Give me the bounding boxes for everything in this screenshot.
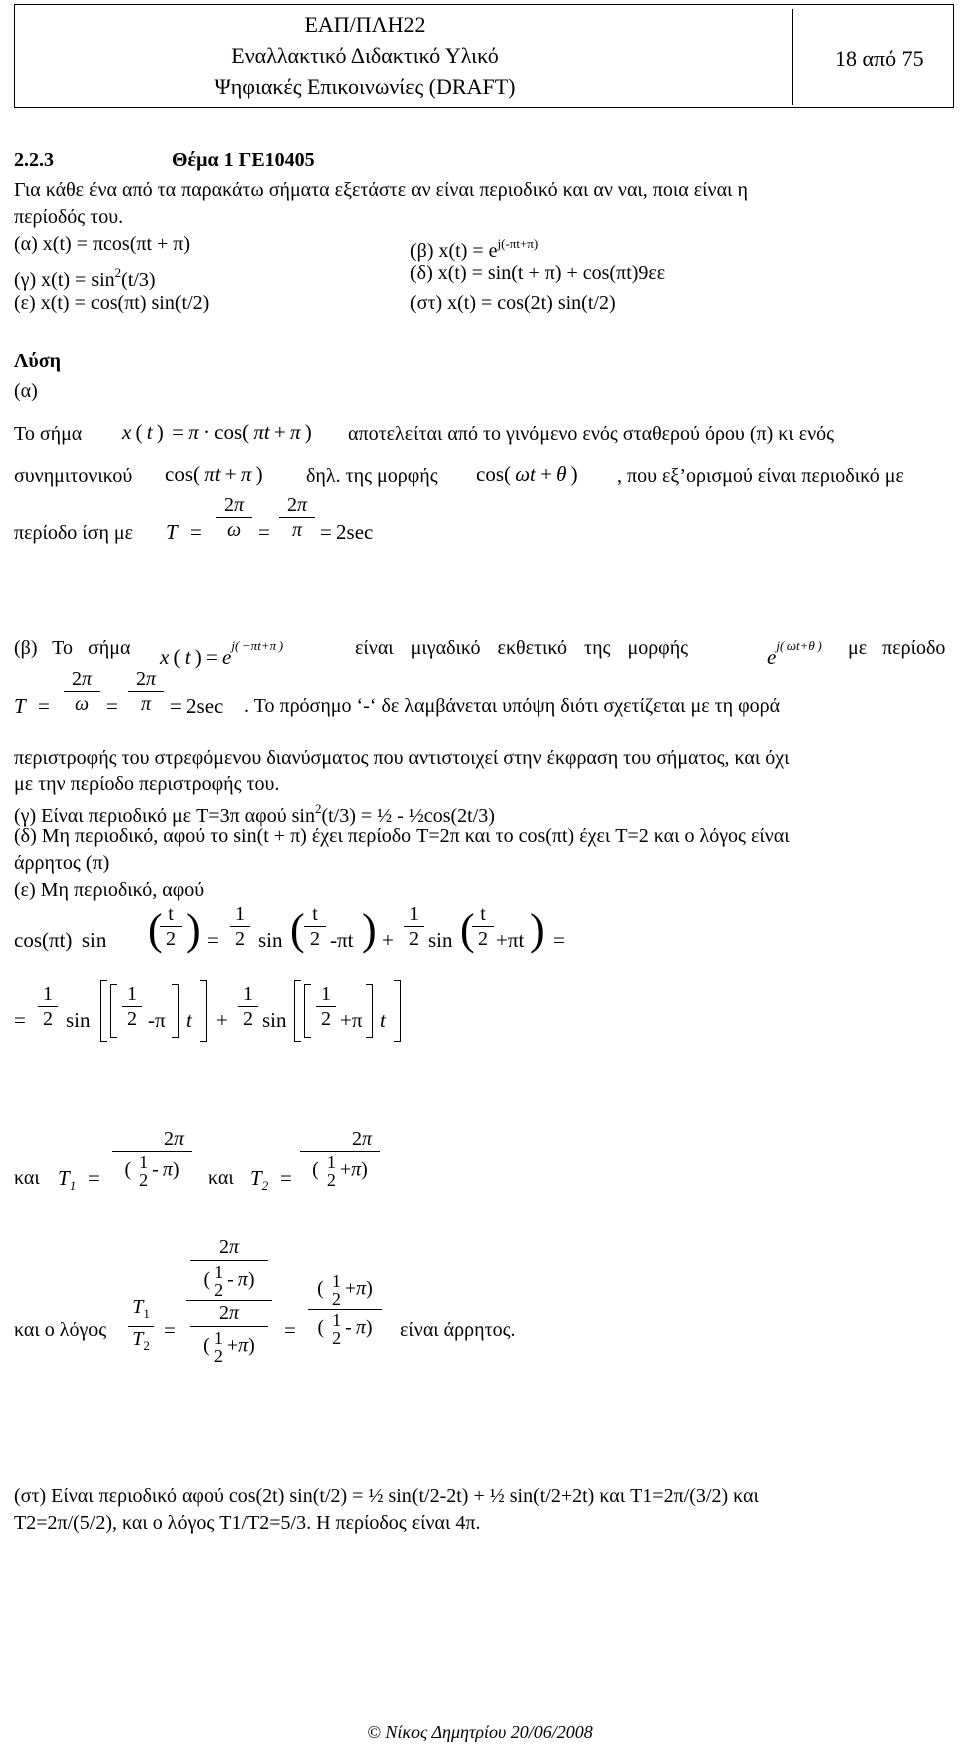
paren-right: )	[530, 905, 545, 954]
fraction-2pi-omega: 2π ω	[216, 494, 252, 541]
T1-label: $T_1$	[58, 1166, 77, 1193]
t-var: t	[380, 1008, 386, 1032]
page-number: 18 από 75	[835, 46, 924, 71]
fraction-1-2: 1 2	[38, 983, 58, 1030]
sin-label: sin	[258, 928, 283, 952]
solution-c-rest: (t/3) = ½ - ½cos(2t/3)	[321, 805, 495, 827]
plus-sign: +	[216, 1008, 228, 1032]
kai-logos-label: και ο λόγος	[14, 1319, 107, 1341]
equals-sign: =	[553, 928, 565, 952]
kai-label-2: και	[208, 1167, 234, 1189]
signal-b-base: (β) x(t) = e	[410, 240, 498, 262]
bracket-right	[394, 980, 401, 1042]
solution-c-text: (γ) Είναι περιοδικό με T=3π αφού sin	[14, 805, 315, 827]
page-header	[14, 4, 954, 108]
signal-c-power: 2	[114, 265, 122, 280]
fraction-T2: 2π ( 1 2 +π)	[300, 1128, 380, 1189]
fraction-t-2: t 2	[472, 903, 494, 950]
paren-left: (	[290, 905, 305, 954]
bracket-right-inner	[172, 984, 179, 1038]
solution-a-line2-mid: δηλ. της μορφής	[306, 465, 438, 487]
solution-b-line2: . Το πρόσημο ‘-‘ δε λαμβάνεται υπόψη διότι σχετίζεται με τη φορά	[244, 695, 781, 717]
signal-a: (α) x(t) = πcos(πt + π)	[14, 233, 191, 255]
fraction-1-2: 1 2	[316, 983, 336, 1030]
paren-left: (	[148, 905, 163, 954]
minus-pi: -π	[148, 1008, 166, 1032]
minus-pi-t: -πt	[330, 928, 354, 952]
fraction-T1-T2: $T_1$ $T_2$	[128, 1296, 154, 1357]
bracket-left-inner	[110, 984, 117, 1038]
signal-b	[410, 232, 538, 263]
bracket-right-inner	[366, 984, 373, 1038]
page-footer: © Νίκος Δημητρίου 20/06/2008	[367, 1722, 593, 1742]
fraction-2pi-pi: 2π π	[279, 494, 315, 541]
header-divider	[792, 9, 794, 105]
solution-b-line4: με την περίοδο περιστροφής του.	[14, 773, 280, 795]
formula-cos-pit: cos(πt) sin	[14, 928, 107, 952]
solution-b-line3: περιστροφής του στρεφόμενου διανύσματος που αντιστοιχεί στην έκφραση του σήματος, και όχι	[14, 747, 790, 769]
period-result: = 2sec	[320, 520, 374, 544]
plus-pi-t: +πt	[496, 928, 525, 952]
sin-label: sin	[262, 1008, 287, 1032]
arritos-label: είναι άρρητος.	[400, 1319, 516, 1341]
solution-a-line3-pre: περίοδο ίση με	[14, 522, 134, 544]
formula-T: T	[166, 520, 178, 544]
equals-sign: =	[190, 520, 202, 544]
header-titles	[15, 9, 715, 102]
solution-b-mid: είναι μιγαδικό εκθετικό της μορφής	[355, 637, 689, 659]
solution-b-pre: (β) Το σήμα	[14, 637, 131, 659]
section-title: Θέμα 1 ΓΕ10405	[172, 149, 315, 171]
fraction-2pi-omega-b: 2π ω	[64, 668, 100, 715]
solution-d-line1: (δ) Μη περιοδικό, αφού το sin(t + π) έχει περίοδο T=2π και το cos(πt) έχει T=2 και ο λόγος είναι	[14, 825, 790, 847]
sin-label: sin	[428, 928, 453, 952]
formula-x-equals-pi-cos: x ( t ) = π · cos( πt + π )	[122, 420, 312, 444]
equals-sign: =	[207, 928, 219, 952]
signal-d: (δ) x(t) = sin(t + π) + cos(πt)9εε	[410, 262, 666, 284]
formula-x-equals-exp: x ( t ) = $e^{j( -\pi t+\pi )}$	[160, 638, 284, 669]
fraction-1-2: 1 2	[238, 983, 258, 1030]
equals-sign: =	[284, 1318, 296, 1342]
T2-label: $T_2$	[250, 1166, 269, 1193]
fraction-1-2: 1 2	[404, 903, 424, 950]
formula-exp-form: $e^{j( \omega t+\theta )}$	[767, 638, 822, 669]
fraction-t-2: t 2	[160, 903, 182, 950]
solution-heading: Λύση	[14, 350, 61, 372]
solution-a-line2-pre: συνημιτονικού	[14, 465, 133, 487]
paren-right: )	[362, 905, 377, 954]
signal-c-base: (γ) x(t) = sin	[14, 269, 115, 291]
signal-c-arg: (t/3)	[121, 269, 156, 291]
period-result-b: = 2sec	[170, 694, 224, 718]
formula-T-b: T	[14, 694, 26, 718]
equals-sign: =	[38, 694, 50, 718]
equals-sign: =	[88, 1166, 100, 1190]
solution-a-line2-post: , που εξ’ορισμού είναι περιοδικό με	[617, 465, 904, 487]
solution-st-line1: (στ) Είναι περιοδικό αφού cos(2t) sin(t/2) = ½ sin(t/2-2t) + ½ sin(t/2+2t) και T1=2π/(3/2) και	[14, 1485, 759, 1507]
solution-a-label: (α)	[14, 380, 38, 402]
solution-d-line2: άρρητος (π)	[14, 852, 110, 874]
solution-e-line: (ε) Μη περιοδικό, αφού	[14, 879, 205, 901]
course-code: ΕΑΠ/ΠΛΗ22	[304, 12, 426, 37]
solution-b-post: με περίοδο	[848, 637, 946, 659]
signal-c	[14, 261, 156, 292]
section-number: 2.2.3	[14, 149, 54, 171]
solution-st-line2: T2=2π/(5/2), και ο λόγος T1/T2=5/3. Η περίοδος είναι 4π.	[14, 1512, 481, 1534]
sin-label: sin	[66, 1008, 91, 1032]
paren-left: (	[460, 905, 475, 954]
material-subtitle: Εναλλακτικό Διδακτικό Υλικό	[231, 43, 499, 68]
plus-sign: +	[382, 928, 394, 952]
bracket-left	[294, 980, 301, 1042]
kai-label: και	[14, 1167, 40, 1189]
solution-a-line1-pre: Το σήμα	[14, 423, 83, 445]
fraction-t-2: t 2	[304, 903, 326, 950]
formula-cos-omega-t: cos( ωt + θ )	[476, 462, 578, 486]
bracket-left	[100, 980, 107, 1042]
equals-sign: =	[280, 1166, 292, 1190]
signal-e: (ε) x(t) = cos(πt) sin(t/2)	[14, 292, 210, 314]
book-title: Ψηφιακές Επικοινωνίες (DRAFT)	[214, 74, 516, 99]
fraction-1-2: 1 2	[230, 903, 250, 950]
compound-fraction: 2π ( 1 2 - π) 2π ( 1 2 +π)	[186, 1236, 272, 1365]
plus-pi: +π	[340, 1008, 363, 1032]
equals-sign: =	[258, 520, 270, 544]
fraction-2pi-pi-b: 2π π	[128, 668, 164, 715]
bracket-left-inner	[304, 984, 311, 1038]
solution-c-power: 2	[314, 801, 322, 816]
bracket-right	[200, 980, 207, 1042]
paren-right: )	[186, 905, 201, 954]
fraction-T1: 2π ( 1 2 - π)	[112, 1128, 192, 1189]
equals-sign: =	[14, 1008, 26, 1032]
signal-b-exponent: j(-πt+π)	[497, 236, 539, 251]
intro-text: Για κάθε ένα από τα παρακάτω σήματα εξετάστε αν είναι περιοδικό και αν ναι, ποια είναι η	[14, 179, 748, 201]
signal-st: (στ) x(t) = cos(2t) sin(t/2)	[410, 292, 616, 314]
intro-text-2: περίοδός του.	[14, 206, 124, 228]
fraction-1-2: 1 2	[122, 983, 142, 1030]
solution-a-line1-post: αποτελείται από το γινόμενο ενός σταθερού όρου (π) κι ενός	[348, 423, 835, 445]
t-var: t	[186, 1008, 192, 1032]
fraction-ratio-result: ( 1 2 +π) ( 1 2 - π)	[308, 1272, 382, 1347]
equals-sign: =	[106, 694, 118, 718]
equals-sign: =	[164, 1318, 176, 1342]
formula-cos-pi-t: cos( πt + π )	[165, 462, 263, 486]
